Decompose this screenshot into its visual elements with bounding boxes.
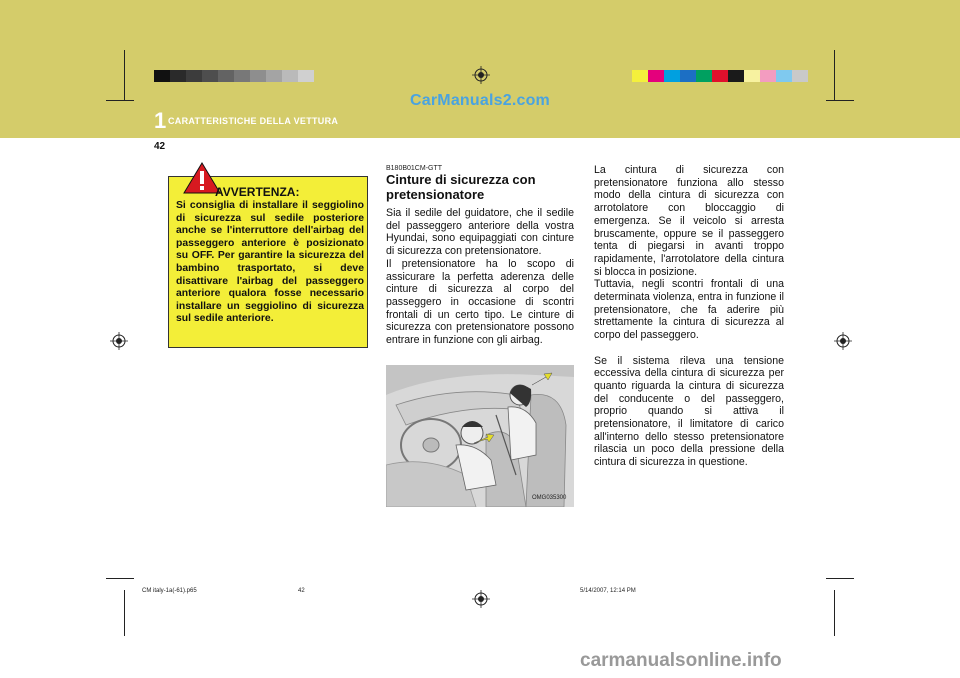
color-swatch [234,70,250,82]
paragraph: La cintura di sicurezza con pretensionatore funziona allo stesso modo della cintura di sicurezza con arrotolatore con bloccaggio di emergenza. Se il veicolo si arresta bruscamente, oppure se il passeggero tenta di piegarsi in avanti troppo rapidamente, l'arrotolatore della cintura si blocca in posizione. [594,164,784,278]
warning-text: Si consiglia di installare il seggiolino di sicurezza sul sedile posteriore anche se l'interruttore dell'airbag del passeggero anteriore è posizionato su OFF. Per garantire la sicurezza del bambino trasportato, si deve disattivare l'airbag del passeggero anteriore qualora fosse necessario installare un seggiolino di sicurezza sul sedile anteriore. [176,200,364,325]
illustration-code: OMG035300 [532,495,567,501]
color-swatch [202,70,218,82]
color-swatch [792,70,808,82]
color-swatch [218,70,234,82]
color-swatch [250,70,266,82]
registration-mark-icon [110,332,128,350]
color-swatch [170,70,186,82]
color-swatch [664,70,680,82]
watermark-bottom[interactable]: carmanualsonline.info [580,650,782,671]
paragraph: Se il sistema rileva una tensione eccessiva della cintura di sicurezza per quanto riguarda la cintura di sicurezza del conducente o del passeggero, proprio quando si attiva il pretensionatore, il limitatore di carico all'interno dello stesso pretensionatore rilascia un poco della pressione della cintura di sicurezza in questione. [594,354,784,469]
color-swatch [186,70,202,82]
footer-page: 42 [298,588,305,594]
registration-mark-icon [834,332,852,350]
color-swatch [154,70,170,82]
footer-file: CM italy-1a(-61).p65 [142,588,197,594]
gray-color-strip [154,70,314,82]
registration-mark-icon [472,590,490,608]
crop-mark [124,590,125,636]
color-swatch [282,70,298,82]
section-heading: Cinture di sicurezza con pretensionatore [386,172,536,202]
registration-mark-icon [472,66,490,84]
color-swatch [760,70,776,82]
crop-mark [106,100,134,101]
pretensioner-illustration [386,365,574,507]
color-swatch [648,70,664,82]
crop-mark [826,578,854,579]
crop-mark [106,578,134,579]
crop-mark [124,50,125,100]
crop-mark [826,100,854,101]
color-swatch [744,70,760,82]
warning-title: AVVERTENZA: [215,185,300,199]
color-swatch [680,70,696,82]
color-swatch [632,70,648,82]
chapter-title: CARATTERISTICHE DELLA VETTURA [168,116,339,126]
color-swatch [728,70,744,82]
paragraph: Sia il sedile del guidatore, che il sedile del passeggero anteriore della vostra Hyundai, sono equipaggiati con cinture di sicurezza con pretensionatore. [386,207,574,258]
page-number: 42 [154,141,166,152]
paragraph-gap [594,342,784,355]
column3-body [594,164,784,469]
crop-mark [834,50,835,100]
color-swatch [266,70,282,82]
paragraph: Tuttavia, negli scontri frontali di una determinata violenza, entra in funzione il pretensionatore, che fa aderire più strettamente la cintura di sicurezza al corpo del passeggero. [594,278,784,342]
color-swatch [298,70,314,82]
color-swatch [696,70,712,82]
section-body [386,207,574,347]
color-calibration-strip [632,70,808,82]
color-swatch [776,70,792,82]
crop-mark [834,590,835,636]
color-swatch [712,70,728,82]
footer-date: 5/14/2007, 12:14 PM [580,588,636,594]
paragraph: Il pretensionatore ha lo scopo di assicurare la perfetta aderenza delle cinture di sicurezza al corpo del passeggero in occasione di scontri frontali di un certo tipo. Le cinture di sicurezza con pretensionatore possono entrare in funzione con gli airbag. [386,257,574,347]
watermark-top[interactable]: CarManuals2.com [410,92,550,109]
section-code: B180B01CM-GTT [386,165,443,172]
chapter-number: 1 [154,108,167,133]
